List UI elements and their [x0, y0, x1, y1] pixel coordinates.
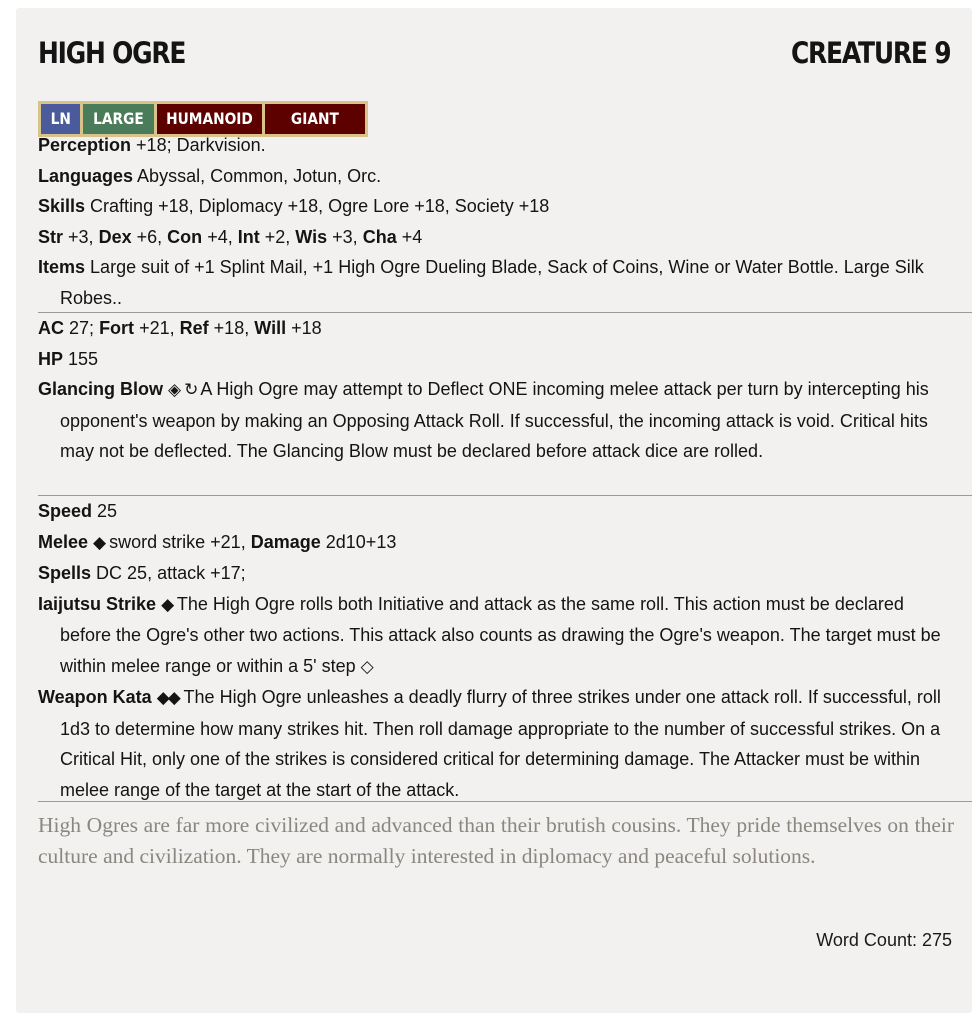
- fort-value: +21,: [139, 318, 175, 338]
- speed-label: Speed: [38, 501, 93, 521]
- str-value: +3,: [68, 226, 94, 247]
- trait-humanoid: HUMANOID: [157, 104, 262, 134]
- trait-giant: GIANT: [265, 104, 365, 134]
- perception-line: [38, 130, 948, 161]
- skills-value: Crafting +18, Diplomacy +18, Ogre Lore +18, Society +18: [90, 196, 550, 216]
- spells-line: [38, 558, 948, 589]
- str-label: Str: [38, 226, 64, 247]
- creature-level: CREATURE 9: [790, 36, 950, 70]
- hp-line: [38, 344, 948, 375]
- will-value: +18: [291, 318, 322, 338]
- languages-line: [38, 161, 948, 192]
- wis-label: Wis: [295, 226, 328, 247]
- items-label: Items: [38, 257, 86, 277]
- weapon-kata-label: Weapon Kata: [38, 687, 152, 707]
- iaijutsu-strike-ability: [38, 589, 948, 683]
- glancing-blow-text: A High Ogre may attempt to Deflect ONE incoming melee attack per turn by intercepting his opponent's weapon by making an Opposing Attack Roll. If successful, the incoming attack is void. Critical hits may not be deflected. The Glancing Blow must be declared before attack dice are rolled.: [60, 379, 929, 461]
- items-value: Large suit of +1 Splint Mail, +1 High Ogre Dueling Blade, Sack of Coins, Wine or Water Bottle. Large Silk Robes..: [60, 257, 924, 308]
- int-label: Int: [237, 226, 260, 247]
- free-action-icon: ◇: [360, 656, 372, 677]
- melee-text: sword strike +21,: [109, 531, 246, 552]
- languages-label: Languages: [38, 165, 134, 186]
- dex-label: Dex: [98, 226, 132, 247]
- languages-value: Abyssal, Common, Jotun, Orc.: [137, 165, 382, 186]
- defense-section: [38, 313, 948, 467]
- stats-top: [38, 130, 948, 313]
- int-value: +2,: [264, 226, 291, 247]
- dex-value: +6,: [136, 226, 163, 247]
- melee-label: Melee: [38, 531, 89, 552]
- header: [38, 36, 950, 76]
- hp-label: HP: [38, 348, 64, 369]
- stat-block-card: [16, 8, 972, 1013]
- fort-label: Fort: [99, 318, 135, 338]
- ac-label: AC: [38, 318, 64, 338]
- word-count: Word Count: 275: [816, 930, 952, 950]
- perception-value: +18; Darkvision.: [136, 135, 266, 155]
- single-action-icon: ◆: [161, 594, 173, 615]
- iaijutsu-text: The High Ogre rolls both Initiative and attack as the same roll. This action must be declared before the Ogre's other two actions. This attack also counts as drawing the Ogre's weapon. The target must be within melee range or within a 5' step: [60, 593, 941, 676]
- wis-value: +3,: [332, 226, 358, 247]
- hp-value: 155: [68, 348, 99, 369]
- reaction-icon: ↻: [184, 380, 197, 400]
- trait-size: LARGE: [83, 104, 154, 134]
- free-action-icon: ◈: [168, 380, 180, 400]
- cha-label: Cha: [362, 226, 397, 247]
- trait-alignment: LN: [41, 104, 80, 134]
- damage-label: Damage: [250, 531, 321, 552]
- damage-value: 2d10+13: [325, 531, 397, 552]
- flavor-text: High Ogres are far more civilized and advanced than their brutish cousins. They pride themselves on their culture and civilization. They are normally interested in diplomacy and peaceful solutions.: [38, 813, 954, 868]
- ability-scores-line: [38, 222, 948, 253]
- weapon-kata-text: The High Ogre unleashes a deadly flurry of three strikes under one attack roll. If successful, roll 1d3 to determine how many strikes hit. Then roll damage appropriate to the number of successful strikes. On a Critical Hit, only one of the strikes is considered critical for determining damage. The Attacker must be within melee range of the target at the start of the attack.: [60, 687, 941, 800]
- two-action-icon: ◆◆: [156, 688, 179, 708]
- spells-label: Spells: [38, 563, 92, 583]
- single-action-icon: ◆: [93, 532, 105, 553]
- con-label: Con: [167, 226, 203, 247]
- cha-value: +4: [401, 226, 423, 247]
- speed-line: [38, 496, 948, 527]
- con-value: +4,: [207, 226, 233, 247]
- weapon-kata-ability: [38, 682, 948, 805]
- divider: [38, 801, 972, 802]
- ac-value: 27;: [69, 318, 95, 338]
- speed-value: 25: [97, 501, 118, 521]
- iaijutsu-label: Iaijutsu Strike: [38, 593, 157, 614]
- will-label: Will: [254, 318, 287, 338]
- defense-line: [38, 313, 948, 344]
- glancing-blow-label: Glancing Blow: [38, 379, 164, 399]
- skills-label: Skills: [38, 196, 86, 216]
- spells-value: DC 25, attack +17;: [96, 563, 246, 583]
- creature-name: HIGH OGRE: [38, 36, 186, 70]
- ref-label: Ref: [179, 318, 209, 338]
- glancing-blow-ability: [38, 374, 948, 467]
- ref-value: +18,: [213, 318, 250, 338]
- perception-label: Perception: [38, 135, 132, 155]
- melee-line: [38, 527, 948, 559]
- offense-section: [38, 496, 948, 805]
- items-line: [38, 252, 948, 313]
- skills-line: [38, 191, 948, 222]
